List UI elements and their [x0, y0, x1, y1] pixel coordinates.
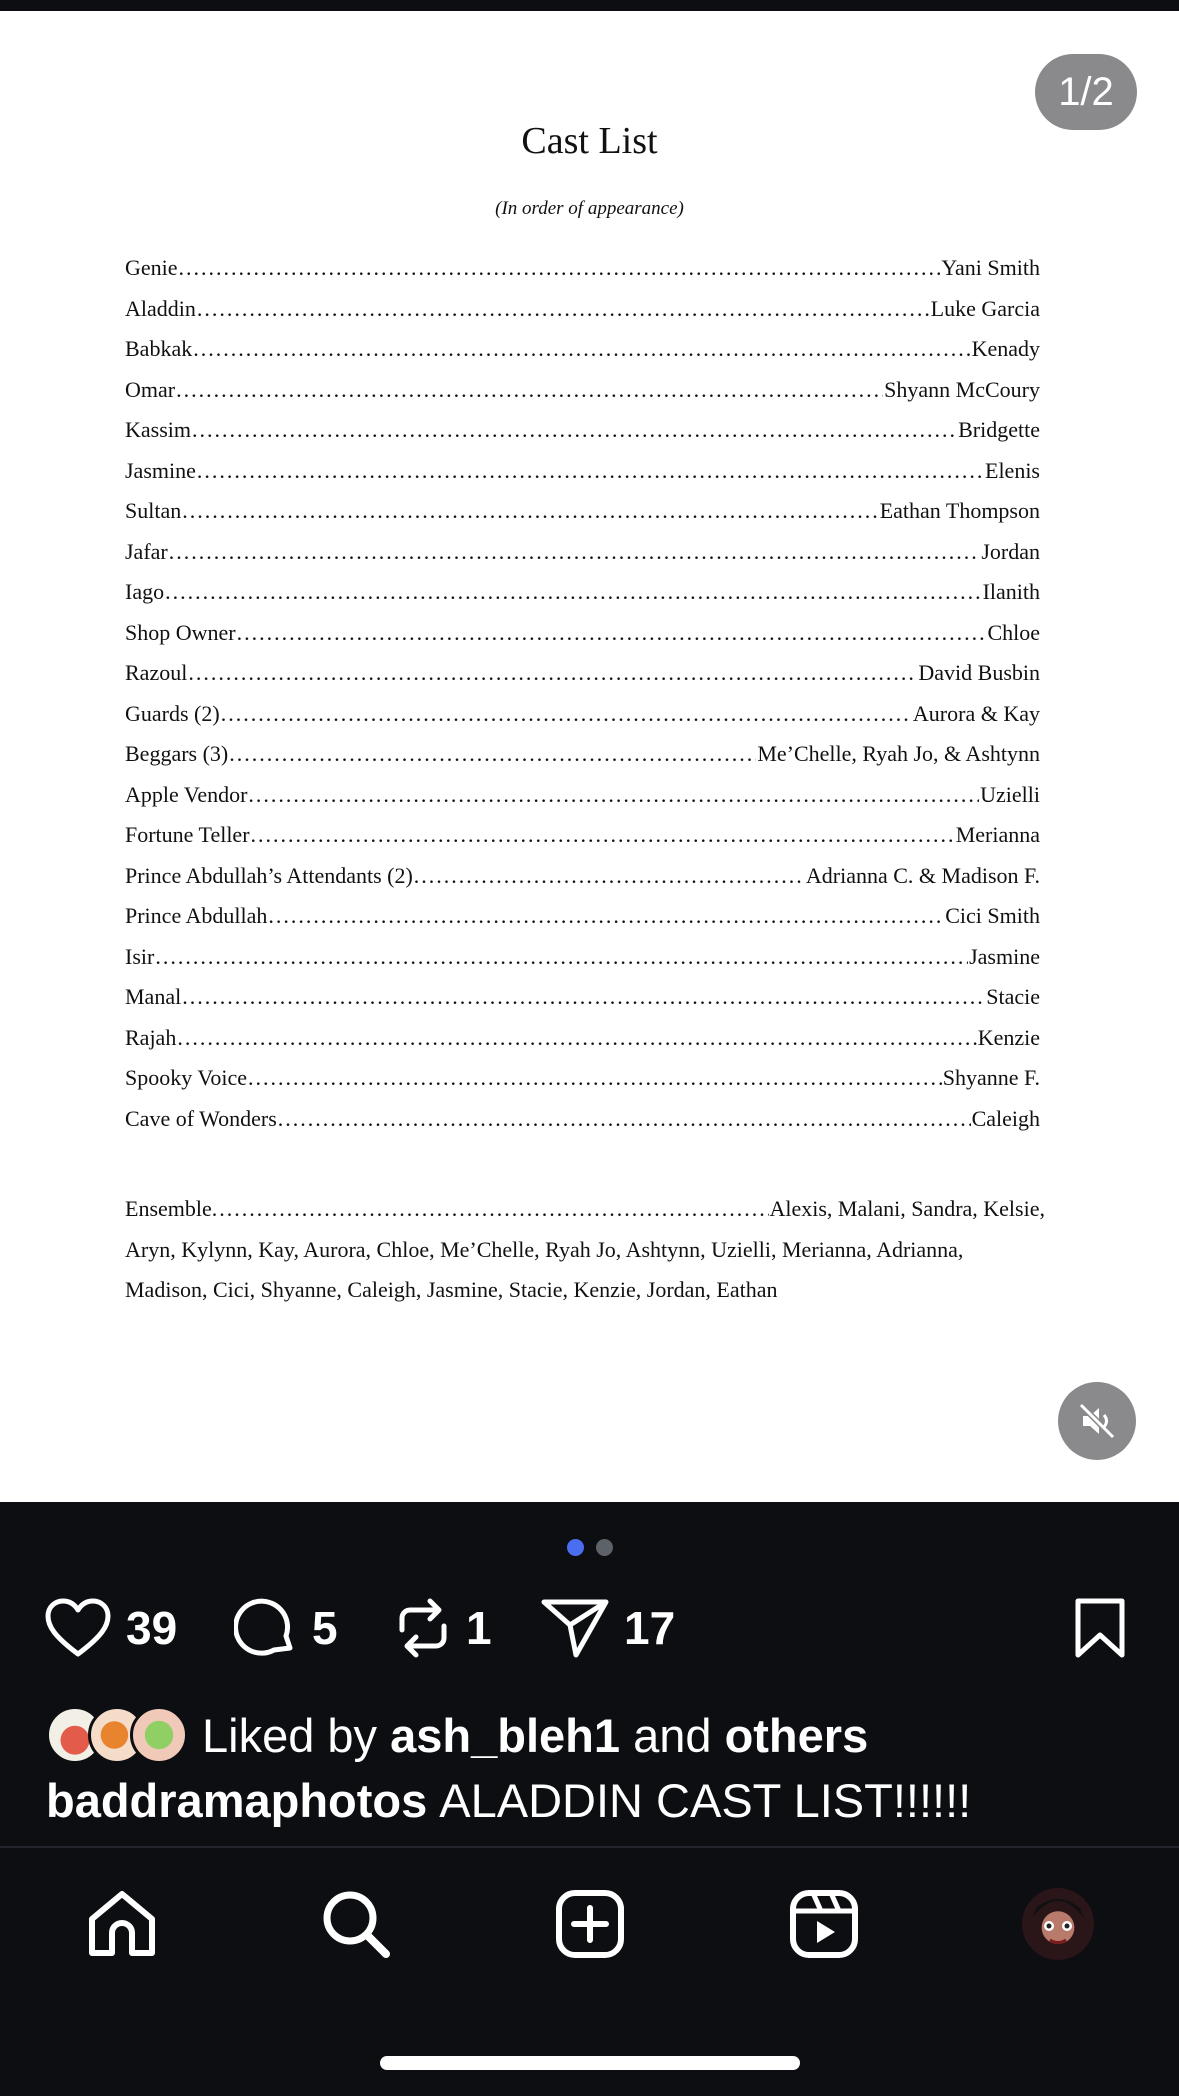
- document-title: Cast List: [521, 120, 658, 162]
- dot-leader: [414, 863, 805, 889]
- cast-row: [125, 984, 1040, 1025]
- nav-create[interactable]: [550, 1884, 630, 1964]
- cast-actor: Jasmine: [969, 943, 1040, 969]
- repost-button[interactable]: [394, 1594, 492, 1662]
- cast-actor: Me’Chelle, Ryah Jo, & Ashtynn: [757, 741, 1040, 766]
- action-bar: [44, 1594, 1134, 1662]
- ensemble-block: [125, 1189, 1045, 1311]
- cast-row: [125, 336, 1040, 377]
- dot-leader: [179, 255, 941, 281]
- cast-actor: Merianna: [955, 822, 1040, 847]
- cast-actor: Ilanith: [982, 579, 1040, 604]
- caption-username[interactable]: baddramaphotos: [46, 1773, 428, 1827]
- cast-actor: Kenady: [971, 336, 1040, 361]
- home-icon: [86, 1889, 158, 1959]
- home-indicator[interactable]: [380, 2056, 800, 2070]
- status-bar-edge: [0, 0, 1179, 11]
- cast-actor: Bridgette: [958, 417, 1040, 442]
- dot-leader: [278, 1106, 971, 1132]
- cast-role: Razoul: [125, 660, 188, 685]
- dot-leader: [248, 1065, 942, 1091]
- cast-role: Jasmine: [125, 457, 196, 483]
- cast-role: Apple Vendor: [125, 781, 248, 807]
- cast-list: [125, 255, 1040, 1146]
- send-icon: [540, 1597, 610, 1659]
- cast-row: [125, 620, 1040, 661]
- cast-row: [125, 782, 1040, 823]
- cast-role: Shop Owner: [125, 619, 236, 645]
- cast-row: [125, 579, 1040, 620]
- liked-by-connector: and: [633, 1708, 712, 1762]
- comment-button[interactable]: [234, 1594, 338, 1662]
- cast-actor: Luke Garcia: [930, 295, 1040, 321]
- cast-role: Omar: [125, 376, 176, 402]
- ensemble-label: Ensemble: [125, 1196, 212, 1221]
- cast-actor: Eathan Thompson: [879, 498, 1040, 523]
- cast-role: Isir: [125, 943, 155, 969]
- cast-role: Sultan: [125, 498, 182, 523]
- cast-row: [125, 822, 1040, 863]
- cast-actor: Shyann McCoury: [884, 376, 1040, 402]
- dot-leader: [155, 944, 968, 970]
- cast-role: Fortune Teller: [125, 822, 250, 847]
- liked-by-line[interactable]: [46, 1705, 868, 1765]
- cast-role: Manal: [125, 984, 182, 1009]
- nav-reels[interactable]: [784, 1884, 864, 1964]
- comment-count: 5: [312, 1602, 338, 1654]
- cast-actor: Elenis: [985, 457, 1040, 483]
- cast-role: Iago: [125, 579, 165, 604]
- reels-icon: [789, 1889, 859, 1959]
- ensemble-members: Aryn, Kylynn, Kay, Aurora, Chloe, Me’Chelle, Ryah Jo, Ashtynn, Uzielli, Merianna, Adrianna, Madison, Cici, Shyanne, Caleigh, Jasmine, Stacie, Kenzie, Jordan, Eathan: [125, 1236, 964, 1302]
- cast-actor: Chloe: [987, 619, 1040, 645]
- document-subtitle: (In order of appearance): [495, 198, 684, 219]
- dot-leader: [169, 539, 981, 565]
- carousel-indicator: [0, 1539, 1179, 1556]
- cast-actor: Jordan: [981, 538, 1040, 564]
- like-button[interactable]: [44, 1594, 177, 1662]
- dot-leader: [237, 620, 987, 646]
- image-counter-badge: 1/2: [1035, 54, 1137, 130]
- dot-leader: [229, 741, 756, 767]
- cast-row: [125, 944, 1040, 985]
- share-button[interactable]: [540, 1594, 675, 1662]
- cast-role: Guards (2): [125, 700, 220, 726]
- cast-role: Aladdin: [125, 295, 196, 321]
- dot-leader: [188, 660, 917, 686]
- dot-leader: [197, 296, 930, 322]
- dot-leader: [268, 903, 944, 929]
- carousel-dot-active: [567, 1539, 584, 1556]
- dot-leader: [192, 417, 957, 443]
- cast-row: [125, 1025, 1040, 1066]
- cast-actor: Shyanne F.: [942, 1065, 1040, 1090]
- ensemble-first-line: Alexis, Malani, Sandra, Kelsie,: [769, 1196, 1045, 1221]
- profile-face-icon: [1022, 1888, 1094, 1960]
- cast-role: Jafar: [125, 538, 168, 564]
- cast-row: [125, 498, 1040, 539]
- cast-row: [125, 863, 1040, 904]
- liker-avatar: [130, 1706, 188, 1764]
- dot-leader: [251, 822, 955, 848]
- heart-icon: [44, 1598, 112, 1658]
- caption: [46, 1770, 971, 1830]
- mute-button[interactable]: [1058, 1382, 1136, 1460]
- dot-leader: [165, 579, 981, 605]
- cast-actor: Uzielli: [980, 781, 1040, 807]
- dot-leader: [176, 377, 883, 403]
- cast-role: Prince Abdullah: [125, 903, 268, 928]
- dot-leader: [221, 701, 912, 727]
- nav-search[interactable]: [316, 1884, 396, 1964]
- cast-role: Prince Abdullah’s Attendants (2): [125, 862, 413, 888]
- dot-leader: [197, 458, 984, 484]
- cast-row: [125, 458, 1040, 499]
- dot-leader: [182, 498, 878, 524]
- cast-role: Genie: [125, 255, 178, 280]
- cast-actor: Adrianna C. & Madison F.: [805, 862, 1040, 888]
- nav-home[interactable]: [82, 1884, 162, 1964]
- dot-leader: [177, 1025, 976, 1051]
- cast-row: [125, 741, 1040, 782]
- dot-leader: [182, 984, 985, 1010]
- liked-by-prefix: Liked by: [202, 1708, 378, 1762]
- liked-by-user[interactable]: ash_bleh1: [390, 1708, 621, 1762]
- caption-text: ALADDIN CAST LIST!!!!!!: [439, 1773, 972, 1827]
- create-icon: [555, 1889, 625, 1959]
- nav-profile[interactable]: [1018, 1884, 1098, 1964]
- liked-by-others[interactable]: others: [724, 1708, 869, 1762]
- cast-row: [125, 1106, 1040, 1147]
- cast-row: [125, 296, 1040, 337]
- cast-actor: Stacie: [986, 984, 1040, 1009]
- cast-actor: David Busbin: [918, 660, 1040, 685]
- carousel-dot: [596, 1539, 613, 1556]
- cast-row: [125, 539, 1040, 580]
- post-image[interactable]: [0, 11, 1179, 1502]
- like-count: 39: [126, 1602, 178, 1654]
- repost-count: 1: [466, 1602, 492, 1654]
- dot-leader: [193, 336, 970, 362]
- dot-leader: [248, 782, 979, 808]
- cast-role: Beggars (3): [125, 741, 229, 766]
- profile-avatar: [1022, 1888, 1094, 1960]
- dot-leader: [212, 1189, 770, 1230]
- repost-icon: [394, 1596, 452, 1660]
- cast-actor: Cici Smith: [945, 903, 1040, 928]
- cast-row: [125, 377, 1040, 418]
- cast-row: [125, 660, 1040, 701]
- cast-role: Babkak: [125, 336, 193, 361]
- cast-role: Kassim: [125, 417, 191, 442]
- cast-row: [125, 255, 1040, 296]
- comment-icon: [234, 1596, 298, 1660]
- cast-actor: Kenzie: [977, 1024, 1040, 1050]
- cast-role: Spooky Voice: [125, 1065, 248, 1090]
- liker-avatars: [46, 1706, 188, 1764]
- search-icon: [320, 1888, 392, 1960]
- cast-actor: Caleigh: [971, 1105, 1040, 1131]
- bookmark-icon: [1072, 1597, 1128, 1659]
- save-button[interactable]: [1072, 1594, 1128, 1662]
- speaker-muted-icon: [1077, 1401, 1117, 1441]
- cast-actor: Aurora & Kay: [912, 700, 1040, 726]
- share-count: 17: [624, 1602, 676, 1654]
- cast-row: [125, 903, 1040, 944]
- cast-row: [125, 1065, 1040, 1106]
- cast-role: Rajah: [125, 1024, 177, 1050]
- cast-role: Cave of Wonders: [125, 1105, 277, 1131]
- cast-row: [125, 417, 1040, 458]
- cast-actor: Yani Smith: [941, 255, 1040, 280]
- cast-row: [125, 701, 1040, 742]
